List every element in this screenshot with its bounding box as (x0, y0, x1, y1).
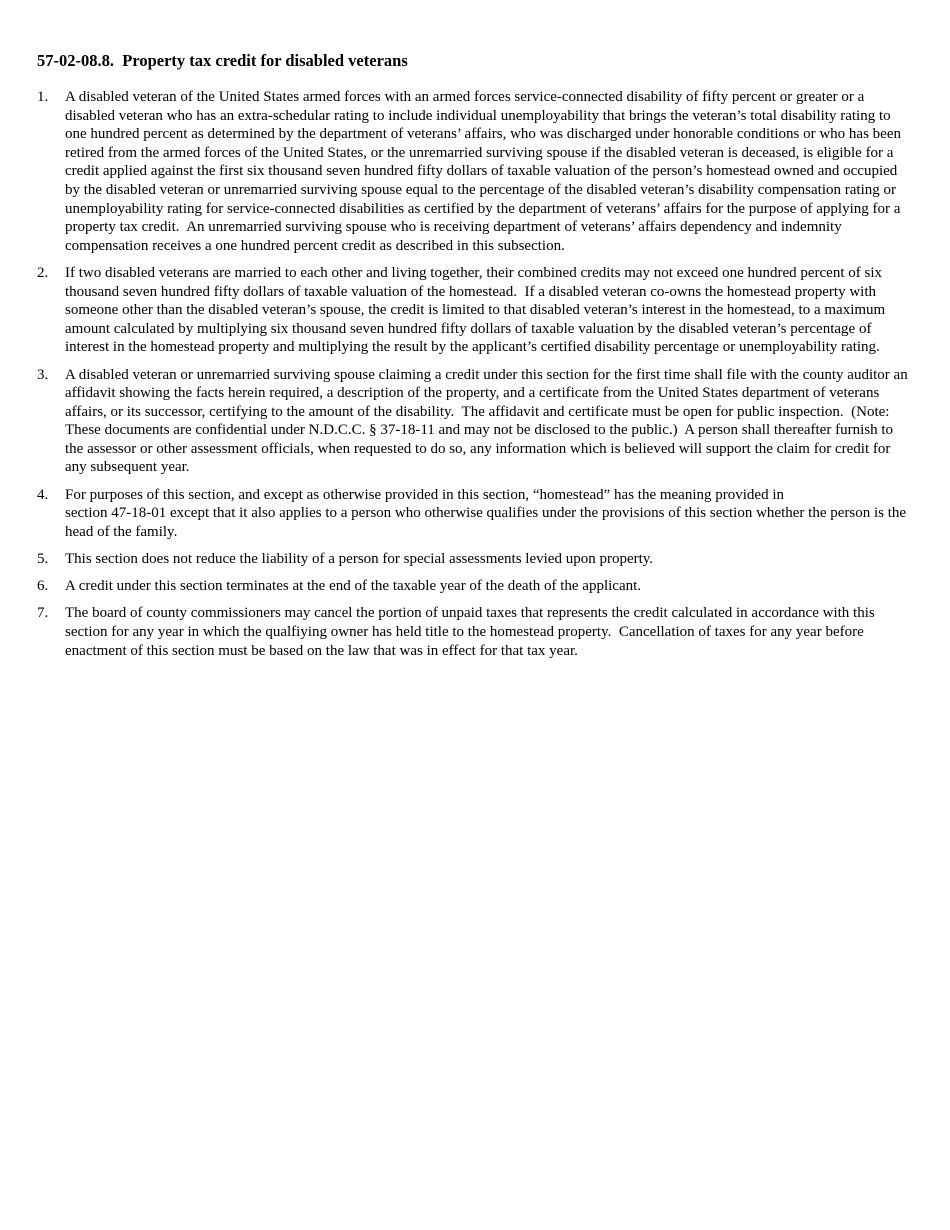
subsection-text: If two disabled veterans are married to each other and living together, their combined credits may not exceed one hundred percent of six thousand seven hundred fifty dollars of taxable valuation of the homestead. If a disabled veteran co-owns the homestead property with someone other than the disabled veteran’s spouse, the credit is limited to that disabled veteran’s interest in the homestead, to a maximum amount calculated by multiplying six thousand seven hundred fifty dollars of taxable valuation by the disabled veteran’s percentage of interest in the homestead property and multiplying the result by the applicant’s certified disability percentage or unemployability rating. (65, 264, 889, 356)
subsection-item (37, 264, 913, 357)
subsection-number: 4. (37, 486, 49, 503)
subsection-number: 2. (37, 264, 49, 281)
subsection-text: For purposes of this section, and except as otherwise provided in this section, “homestead” has the meaning provided in section 47-18-01 except that it also applies to a person who otherwise qualifies under the provisions of this section whether the person is the head of the family. (65, 486, 907, 540)
subsection-text: A disabled veteran or unremarried surviving spouse claiming a credit under this section for the first time shall file with the county auditor an affidavit showing the facts herein required, a description of the property, and a certificate from the United States department of veterans affairs, or its successor, certifying to the amount of the disability. The affidavit and certificate must be open for public inspection. (Note: These documents are confidential under N.D.C.C. § 37-18-11 and may not be disclosed to the public.) A person shall thereafter furnish to the assessor or other assessment officials, when requested to do so, any information which is believed will support the claim for credit for any subsequent year. (65, 366, 912, 476)
section-title: 57-02-08.8. Property tax credit for disabled veterans (37, 51, 408, 70)
subsection-item (37, 604, 913, 660)
subsection-number: 3. (37, 366, 49, 383)
subsection-number: 6. (37, 578, 49, 595)
subsection-number: 5. (37, 551, 49, 568)
subsection-item (37, 88, 913, 255)
subsection-text: A disabled veteran of the United States armed forces with an armed forces service-connected disability of fifty percent or greater or a disabled veteran who has an extra-schedular rating to include individual unemployability that brings the veteran’s total disability rating to one hundred percent as determined by the department of veterans’ affairs, who was discharged under honorable conditions or who has been retired from the armed forces of the United States, or the unremarried surviving spouse if the disabled veteran is deceased, is eligible for a credit applied against the first six thousand seven hundred fifty dollars of taxable valuation of the person’s homestead owned and occupied by the disabled veteran or unremarried surviving spouse equal to the percentage of the disabled veteran’s disability compensation rating or unemployability rating for service-connected disabilities as certified by the department of veterans’ affairs for the purpose of applying for a property tax credit. An unremarried surviving spouse who is receiving department of veterans’ affairs dependency and indemnity compensation receives a one hundred percent credit as described in this subsection. (65, 89, 905, 254)
subsection-text: The board of county commissioners may cancel the portion of unpaid taxes that represents the credit calculated in accordance with this section for any year in which the qualfiying owner has held title to the homestead property. Cancellation of taxes for any year before enactment of this section must be based on the law that was in effect for that tax year. (65, 605, 879, 659)
document-page (37, 50, 913, 669)
subsection-text: This section does not reduce the liability of a person for special assessments levied upon property. (65, 551, 654, 568)
subsection-list (37, 88, 913, 660)
subsection-item (37, 577, 913, 596)
subsection-item (37, 366, 913, 478)
subsection-text: A credit under this section terminates at the end of the taxable year of the death of the applicant. (65, 578, 642, 595)
subsection-item (37, 550, 913, 569)
subsection-item (37, 486, 913, 542)
subsection-number: 7. (37, 605, 49, 622)
subsection-number: 1. (37, 89, 49, 105)
